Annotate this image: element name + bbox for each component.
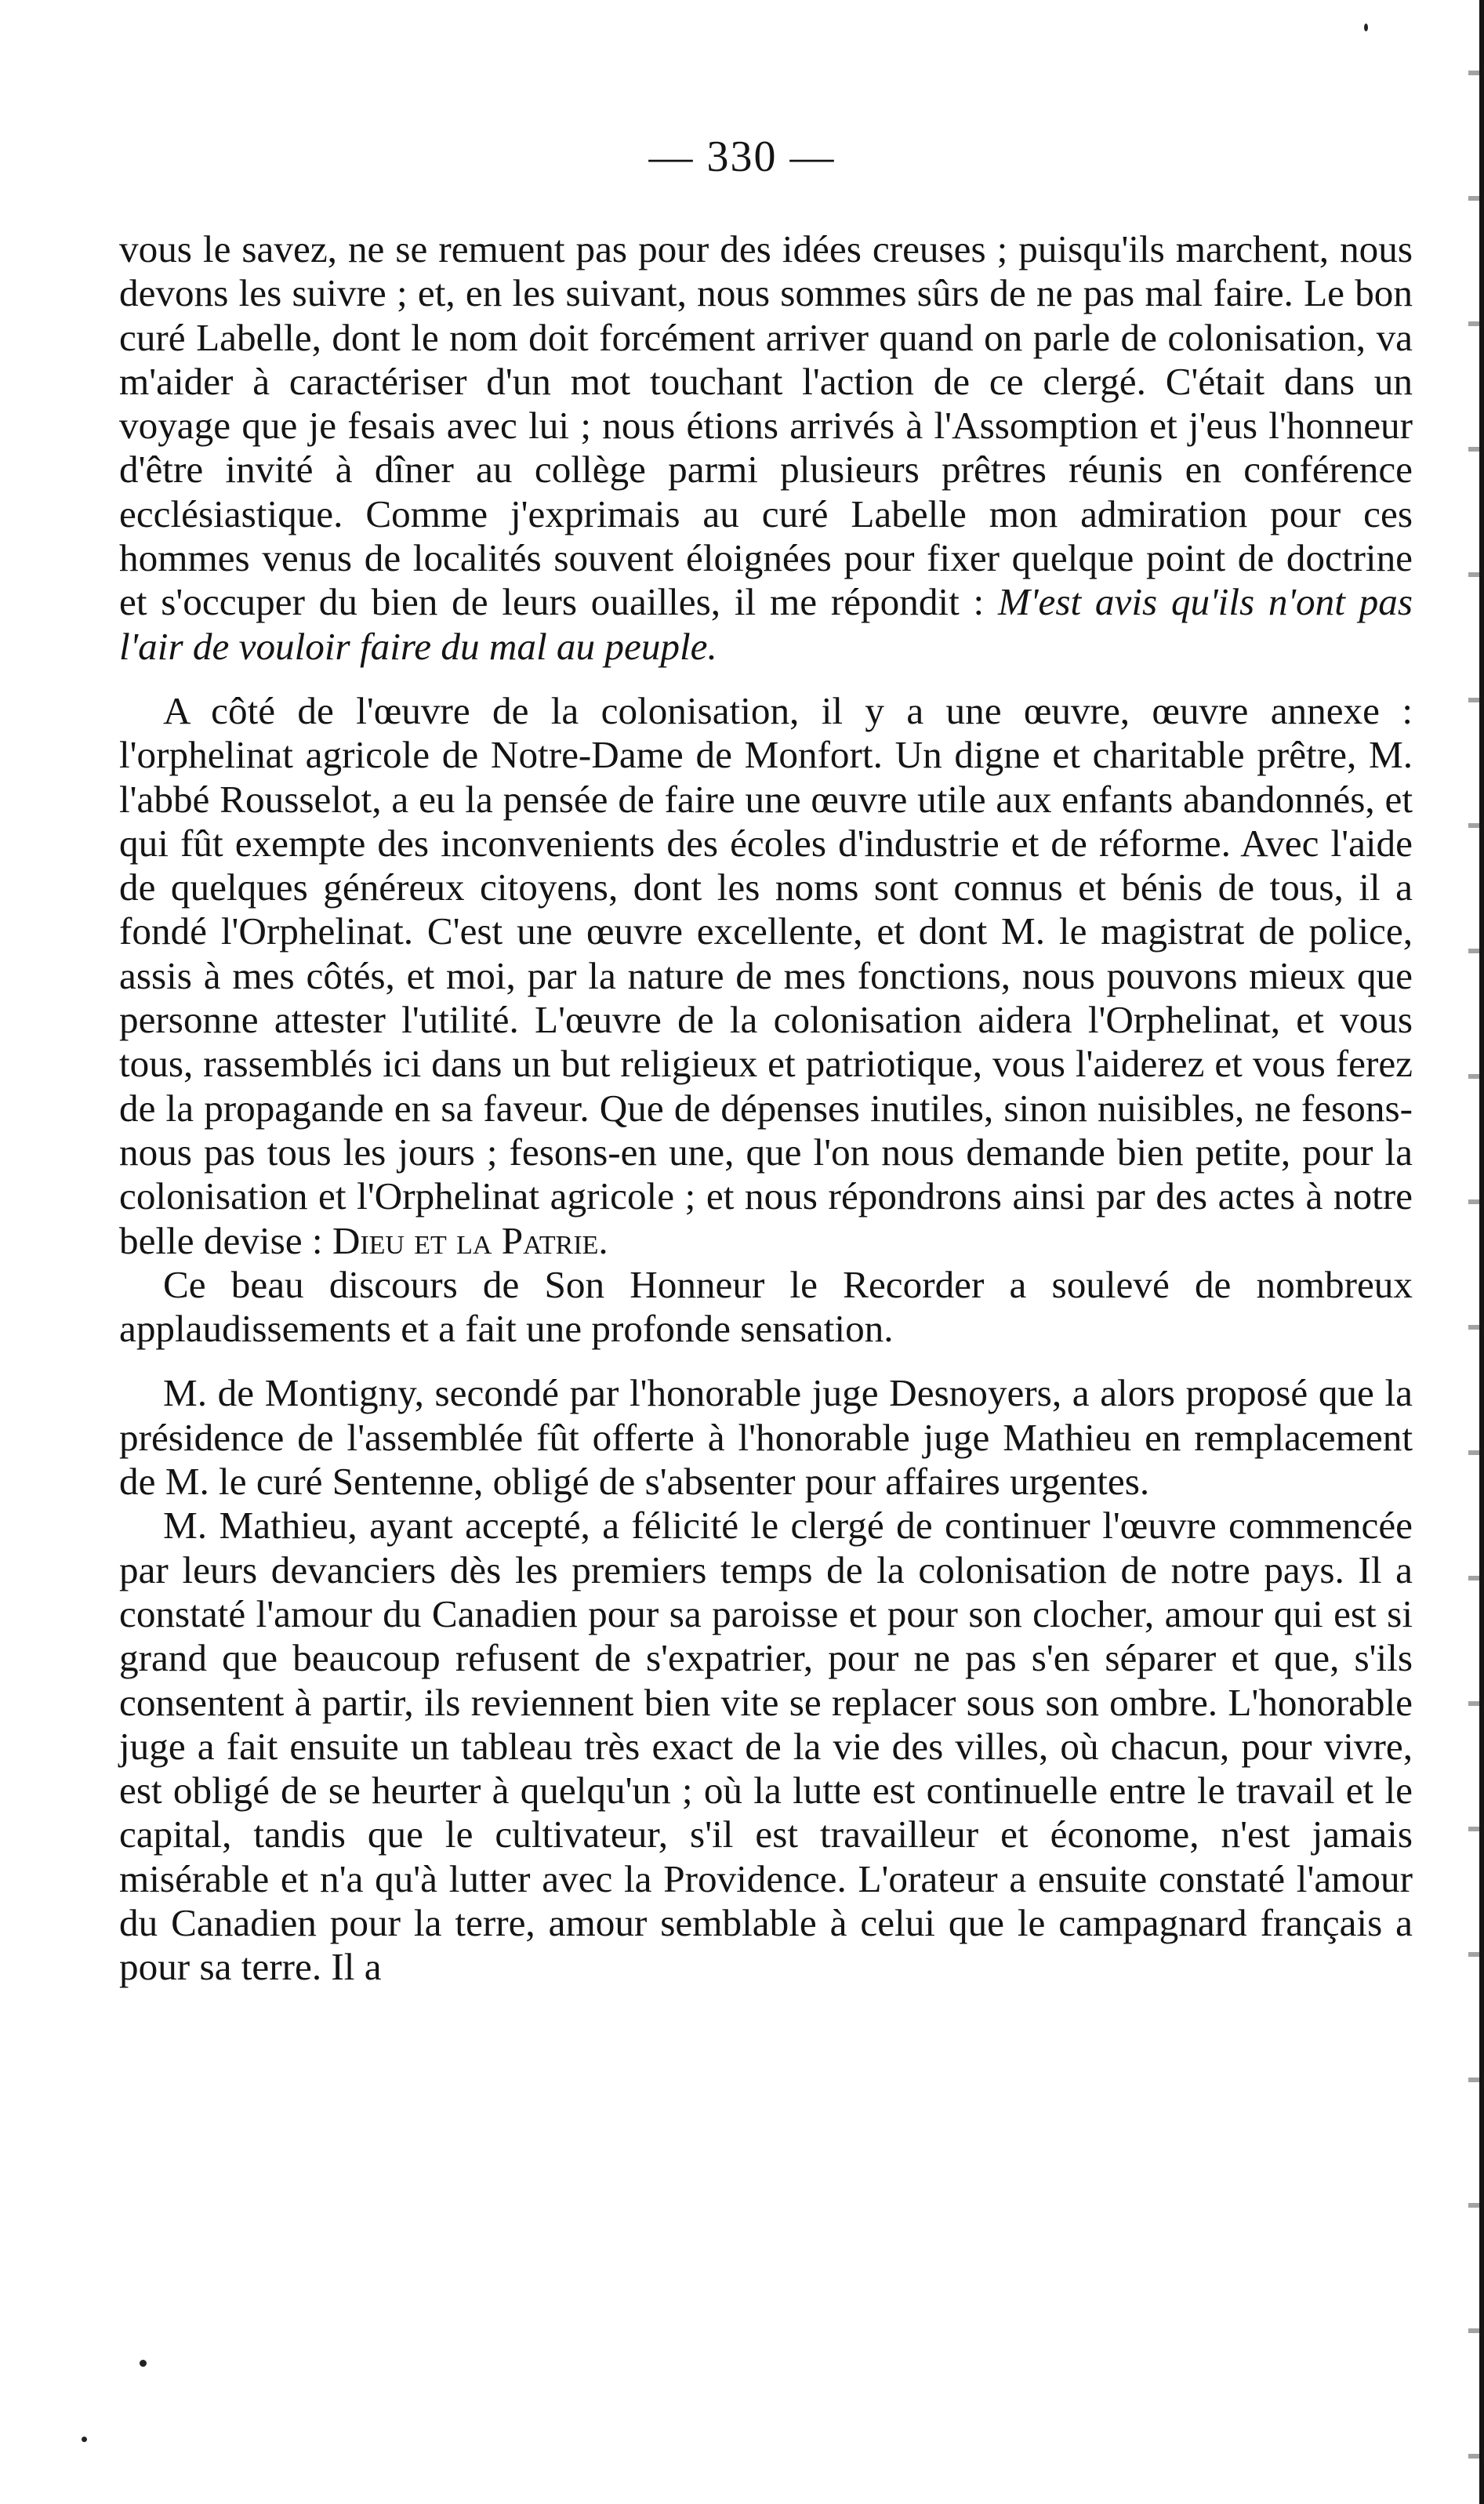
paragraph-2-motto: Dieu et la Patrie. xyxy=(332,1218,608,1262)
paragraph-2 xyxy=(119,689,1413,1263)
paragraph-2-text: A côté de l'œuvre de la colonisation, il y a une œuvre, œuvre annexe : l'orphelinat agricole de Notre-Dame de Monfort. Un digne et charitable prêtre, M. l'abbé Rousselot, a eu la pensée de faire une œuvre utile aux enfants abandonnés, et qui fût exempte des inconvenients des écoles d'industrie et de réforme. Avec l'aide de quelques généreux citoyens, dont les noms sont connus et bénis de tous, il a fondé l'Orphelinat. C'est une œuvre excellente, et dont M. le magistrat de police, assis à mes côtés, et moi, par la nature de mes fonctions, nous pouvons mieux que personne attester l'utilité. L'œuvre de la colonisation aidera l'Orphelinat, et vous tous, rassemblés ici dans un but religieux et patriotique, vous l'aiderez et vous ferez de la propagande en sa faveur. Que de dépenses inutiles, sinon nuisibles, ne fesons-nous pas tous les jours ; fesons-en une, que l'on nous demande bien petite, pour la colonisation et l'Orphelinat agricole ; et nous répondrons ainsi par des actes à notre belle devise : xyxy=(119,688,1413,1262)
document-body xyxy=(119,227,1413,1990)
paragraph-1 xyxy=(119,227,1413,669)
scan-speck xyxy=(1364,24,1368,31)
scan-speck xyxy=(82,2437,87,2442)
scan-speck xyxy=(140,2360,147,2367)
page-edge-shadow xyxy=(1468,0,1479,2504)
paragraph-3: Ce beau discours de Son Honneur le Recorder a soulevé de nombreux applaudissements et a fait une profonde sensation. xyxy=(119,1262,1413,1351)
page-number: — 330 — xyxy=(648,132,836,181)
paragraph-5: M. Mathieu, ayant accepté, a félicité le clergé de continuer l'œuvre commencée par leurs devanciers dès les premiers temps de la colonisation de notre pays. Il a constaté l'amour du Canadien pour sa paroisse et pour son clocher, amour qui est si grand que beaucoup refusent de s'expatrier, pour ne pas s'en séparer et que, s'ils consentent à partir, ils reviennent bien vite se replacer sous son ombre. L'honorable juge a fait ensuite un tableau très exact de la vie des villes, où chacun, pour vivre, est obligé de se heurter à quelqu'un ; où la lutte est continuelle entre le travail et le capital, tandis que le cultivateur, s'il est travailleur et économe, n'est jamais misérable et n'a qu'à lutter avec la Providence. L'orateur a ensuite constaté l'amour du Canadien pour la terre, amour semblable à celui que le campagnard français a pour sa terre. Il a xyxy=(119,1504,1413,1989)
paragraph-1-quote: M'est avis qu'ils n'ont pas l'air de vouloir faire du mal au peuple. xyxy=(119,580,1413,668)
paragraph-4: M. de Montigny, secondé par l'honorable juge Desnoyers, a alors proposé que la présidence de l'assemblée fût offerte à l'honorable juge Mathieu en remplacement de M. le curé Sentenne, obligé de s'absenter pour affaires urgentes. xyxy=(119,1371,1413,1504)
page-edge xyxy=(1479,0,1484,2504)
paragraph-1-text: vous le savez, ne se remuent pas pour des idées creuses ; puisqu'ils marchent, nous devons les suivre ; et, en les suivant, nous sommes sûrs de ne pas mal faire. Le bon curé Labelle, dont le nom doit forcément arriver quand on parle de colonisation, va m'aider à caractériser d'un mot touchant l'action de ce clergé. C'était dans un voyage que je fesais avec lui ; nous étions arrivés à l'Assomption et j'eus l'honneur d'être invité à dîner au collège parmi plusieurs prêtres réunis en conférence ecclésiastique. Comme j'exprimais au curé Labelle mon admiration pour ces hommes venus de localités souvent éloignées pour fixer quelque point de doctrine et s'occuper du bien de leurs ouailles, il me répondit : xyxy=(119,227,1413,624)
